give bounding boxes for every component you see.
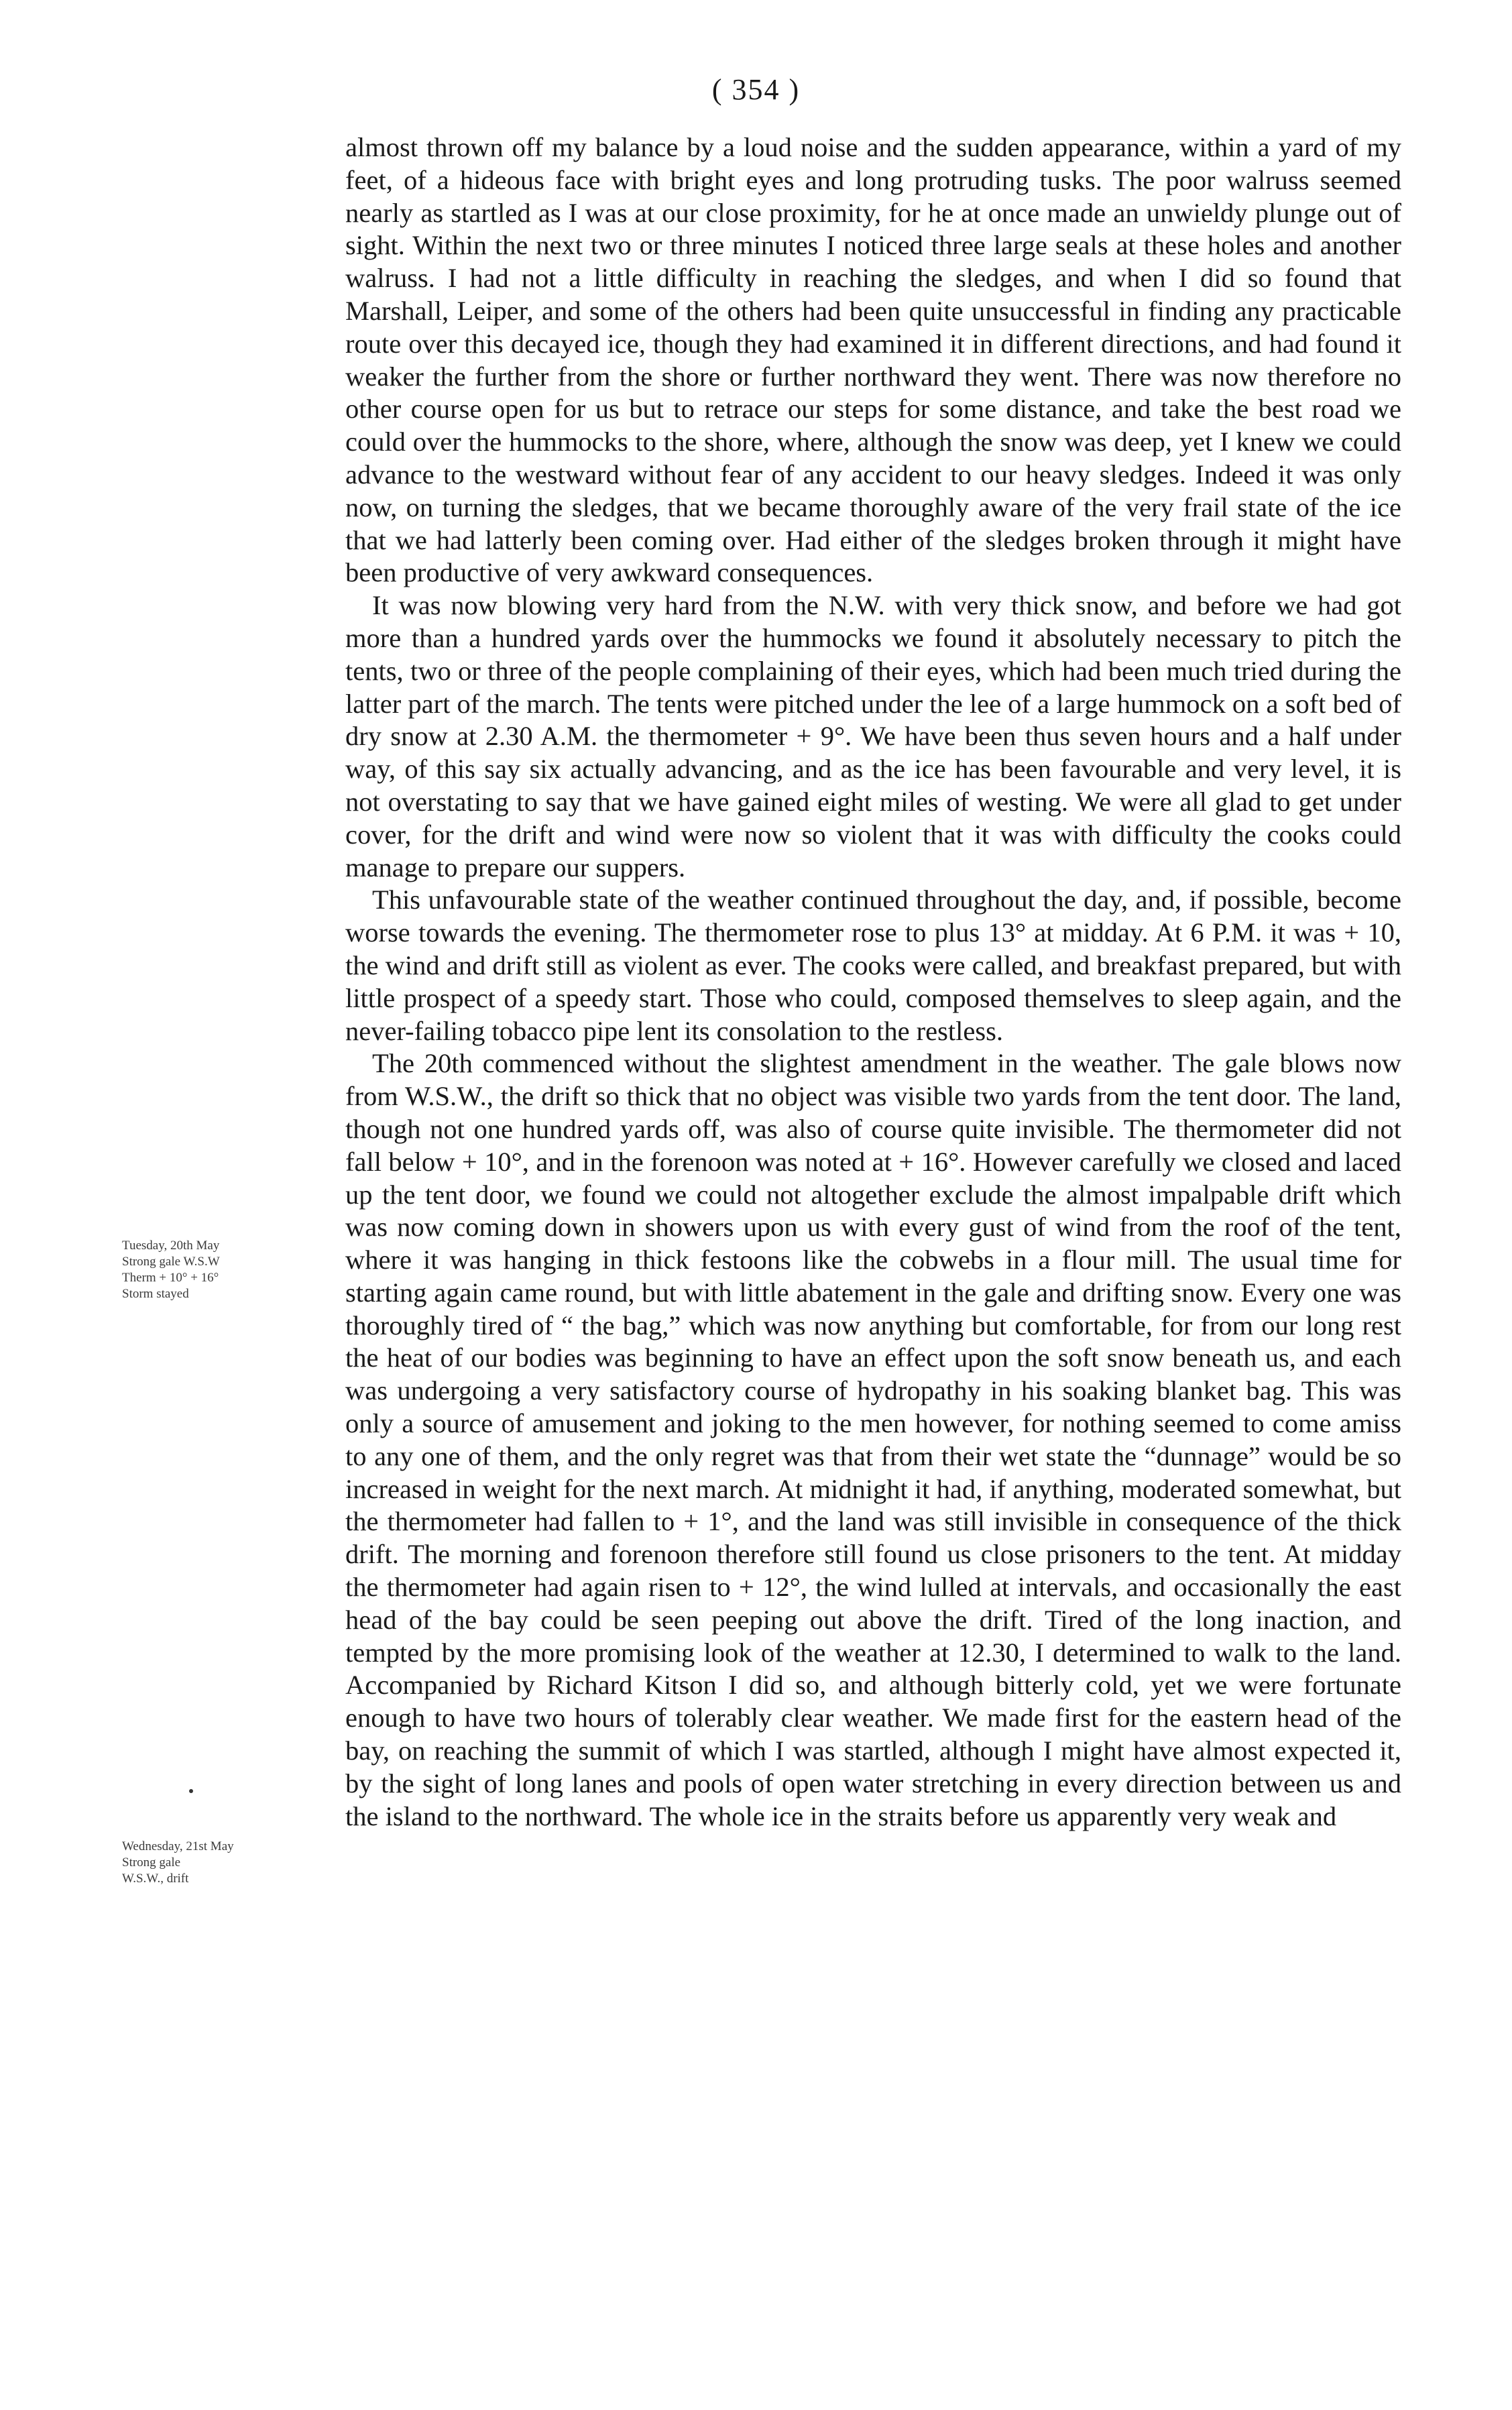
paragraph-2: It was now blowing very hard from the N.W. with very thick snow, and before we had got more than a hundred yards over the hummocks we found it absolutely necessary to pitch the tents, two or three of the people complaining of their eyes, which had been much tried during the latter part of the march. The tents were pitched under the lee of a large hummock on a soft bed of dry snow at 2.30 A.M. the thermometer + 9°. We have been thus seven hours and a half under way, of this say six actually advancing, and as the ice has been favourable and very level, it is not overstating to say that we have gained eight miles of westing. We were all glad to get under cover, for the drift and wind were now so violent that it was with difficulty the cooks could manage to prepare our suppers.: [345, 590, 1401, 882]
main-text: [345, 131, 1401, 1833]
margin-note-remark: Storm stayed: [122, 1287, 189, 1301]
margin-note-wind: Strong gale W.S.W: [122, 1255, 220, 1269]
margin-note-date: Tuesday, 20th May: [122, 1239, 220, 1253]
paragraph-3: This unfavourable state of the weather continued throughout the day, and, if possible, become worse towards the evening. The thermometer rose to plus 13° at midday. At 6 P.M. it was + 10, the wind and drift still as violent as ever. The cooks were called, and breakfast prepared, but with little prospect of a speedy start. Those who could, composed themselves to sleep again, and the never-failing tobacco pipe lent its consolation to the restless.: [345, 884, 1401, 1046]
paragraph-1: almost thrown off my balance by a loud noise and the sudden appearance, within a yard of my feet, of a hideous face with bright eyes and long protruding tusks. The poor walruss seemed nearly as startled as I was at our close proximity, for he at once made an unwieldy plunge out of sight. Within the next two or three minutes I noticed three large seals at these holes and another walruss. I had not a little difficulty in reaching the sledges, and when I did so found that Marshall, Leiper, and some of the others had been quite unsuccessful in finding any practicable route over this decayed ice, though they had examined it in different directions, and had found it weaker the further from the shore or further northward they went. There was now therefore no other course open for us but to retrace our steps for some distance, and take the best road we could over the hummocks to the shore, where, although the snow was deep, yet I knew we could advance to the westward without fear of any accident to our heavy sledges. Indeed it was only now, on turning the sledges, that we became thoroughly aware of the very frail state of the ice that we had latterly been coming over. Had either of the sledges broken through it might have been productive of very awkward consequences.: [345, 132, 1401, 588]
margin-note-wednesday: [122, 1839, 290, 1887]
margin-note-tuesday: [122, 1238, 290, 1302]
ink-speck: [189, 1789, 193, 1793]
margin-note-thermometer: Therm + 10° + 16°: [122, 1271, 219, 1285]
paragraph-4: The 20th commenced without the slightest amendment in the weather. The gale blows now from W.S.W., the drift so thick that no object was visible two yards from the tent door. The land, though not one hundred yards off, was also of course quite invisible. The thermometer did not fall below + 10°, and in the forenoon was noted at + 16°. However carefully we closed and laced up the tent door, we found we could not altogether exclude the almost impalpable drift which was now coming down in showers upon us with every gust of wind from the roof of the tent, where it was hanging in thick festoons like the cobwebs in a flour mill. The usual time for starting again came round, but with little abatement in the gale and drifting snow. Every one was thoroughly tired of “ the bag,” which was now anything but comfortable, for from our long rest the heat of our bodies was beginning to have an effect upon the soft snow beneath us, and each was undergoing a very satisfactory course of hydropathy in his soaking blanket bag. This was only a source of amusement and joking to the men however, for nothing seemed to come amiss to any one of them, and the only regret was that from their wet state the “dunnage” would be so increased in weight for the next march. At midnight it had, if anything, moderated somewhat, but the thermometer had fallen to + 1°, and the land was still invisible in consequence of the thick drift. The morning and forenoon therefore still found us close prisoners to the tent. At midday the thermometer had again risen to + 12°, the wind lulled at intervals, and occasionally the east head of the bay could be seen peeping out above the drift. Tired of the long inaction, and tempted by the more promising look of the weather at 12.30, I determined to walk to the land. Accompanied by Richard Kitson I did so, and although bitterly cold, yet we were fortunate enough to have two hours of tolerably clear weather. We made first for the eastern head of the bay, on reaching the summit of which I was startled, although I might have almost expected it, by the sight of long lanes and pools of open water stretching in every direction between us and the island to the northward. The whole ice in the straits before us apparently very weak and: [345, 1048, 1401, 1831]
page-number: ( 354 ): [711, 73, 801, 106]
margin-note-wind: Strong gale: [122, 1855, 181, 1870]
margin-note-date: Wednesday, 21st May: [122, 1839, 234, 1853]
margin-note-remark: W.S.W., drift: [122, 1872, 189, 1886]
